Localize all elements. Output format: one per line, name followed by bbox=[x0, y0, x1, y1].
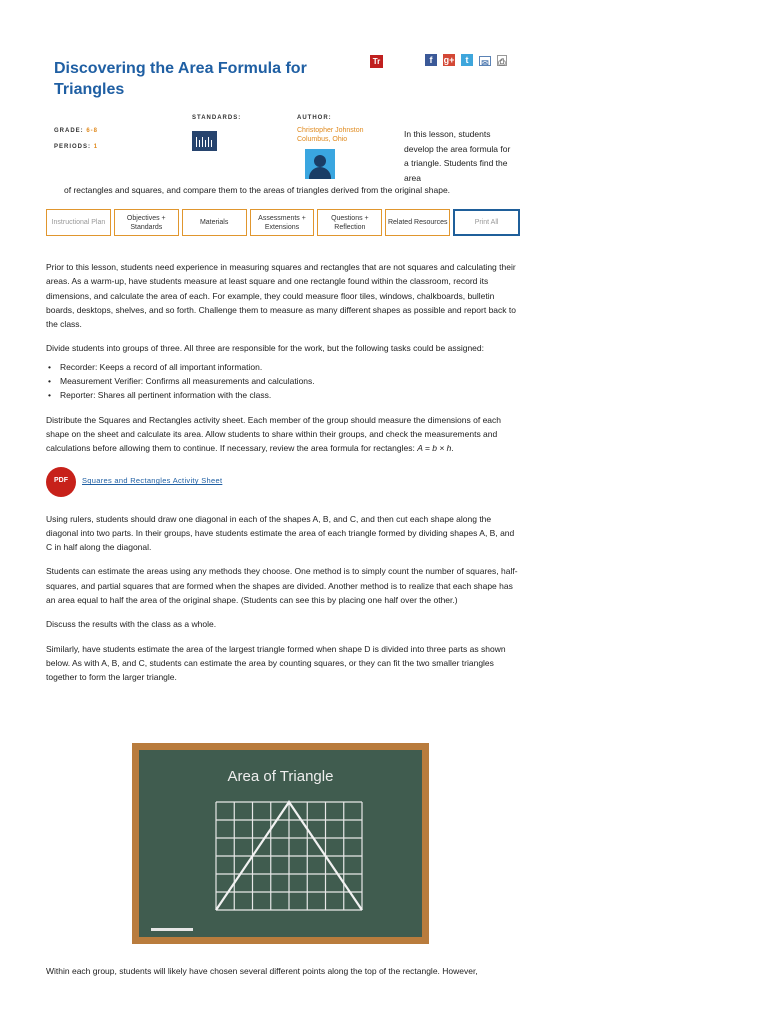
avatar bbox=[305, 149, 335, 179]
lesson-body bbox=[46, 260, 520, 695]
list-item: • Reporter: Shares all pertinent information with the class. bbox=[56, 388, 520, 402]
paragraph: Similarly, have students estimate the area of the largest triangle formed when shape D is divided into three parts as shown below. As with A, B, and C, students can estimate the area by counting squares, or they can fit the two smaller triangles together to form the larger triangle. bbox=[46, 643, 506, 683]
periods-meta bbox=[54, 144, 98, 150]
paragraph: Prior to this lesson, students need experience in measuring squares and rectangles that are not squares and calculating their areas. As a warm-up, have students measure at least square and one rectangle found within the classroom, record its dimensions, and calculate the area of each. For example, they could measure floor tiles, windows, chalkboards, bulletin boards, desktops, shelves, and so forth. Challenge them to measure as many different shapes as possible and report back to the class. bbox=[46, 262, 516, 330]
roles-list bbox=[46, 360, 520, 403]
chalkboard-surface bbox=[139, 750, 422, 937]
author-location: Columbus, Ohio bbox=[297, 136, 348, 143]
tr-icon[interactable]: Tr bbox=[370, 55, 383, 68]
chalkboard-title: Area of Triangle bbox=[227, 768, 334, 785]
paragraph: Discuss the results with the class as a whole. bbox=[46, 619, 217, 630]
activity-sheet-link[interactable]: Squares and Rectangles Activity Sheet bbox=[82, 476, 223, 486]
chalkboard-image bbox=[132, 743, 429, 944]
paragraph bbox=[46, 413, 520, 456]
list-item: • Measurement Verifier: Confirms all measurements and calculations. bbox=[56, 374, 520, 388]
tab-objectives-standards[interactable]: Objectives + Standards bbox=[114, 209, 179, 236]
share-bar bbox=[425, 54, 507, 66]
twitter-icon[interactable]: t bbox=[461, 54, 473, 66]
section-tabs bbox=[46, 209, 520, 236]
periods-value: 1 bbox=[93, 144, 99, 150]
paragraph: Using rulers, students should draw one diagonal in each of the shapes A, B, and C, and then cut each shape along the diagonal into two parts. In their groups, have students estimate the area of each triangle formed by dividing shapes A, B, and C in half along the diagonal. bbox=[46, 513, 515, 553]
tab-assessments-extensions[interactable]: Assessments + Extensions bbox=[250, 209, 315, 236]
standards-label: STANDARDS: bbox=[192, 115, 242, 121]
google-plus-icon[interactable]: g+ bbox=[443, 55, 455, 65]
author-info[interactable] bbox=[297, 126, 364, 144]
paragraph-end: . bbox=[451, 443, 454, 454]
grade-label: GRADE: bbox=[54, 128, 84, 134]
grade-meta bbox=[54, 128, 98, 134]
intro-text: In this lesson, students develop the area formula for a triangle. Students find the area bbox=[404, 129, 511, 183]
page-title: Discovering the Area Formula for Triangles bbox=[54, 60, 307, 98]
tab-print-all[interactable]: Print All bbox=[453, 209, 520, 236]
periods-label: PERIODS: bbox=[54, 144, 92, 150]
author-label: AUTHOR: bbox=[297, 115, 332, 121]
intro-text-continued: of rectangles and squares, and compare them to the areas of triangles derived from the original shape. bbox=[64, 185, 451, 195]
chalk-piece bbox=[151, 928, 193, 931]
paragraph-text: Distribute the Squares and Rectangles activity sheet. Each member of the group should measure the dimensions of each shape on the sheet and calculate its area. Allow students to share within their groups, and check the measurements and calculations before allowing them to continue. If necessary, review the area formula for rectangles: bbox=[46, 414, 502, 454]
tab-instructional-plan[interactable]: Instructional Plan bbox=[46, 209, 111, 236]
tab-questions-reflection[interactable]: Questions + Reflection bbox=[317, 209, 382, 236]
triangle-grid-drawing bbox=[139, 750, 422, 937]
list-item: • Recorder: Keeps a record of all important information. bbox=[56, 360, 520, 374]
grade-value[interactable]: 6-8 bbox=[86, 128, 99, 134]
tab-materials[interactable]: Materials bbox=[182, 209, 247, 236]
facebook-icon[interactable]: f bbox=[425, 54, 437, 66]
standards-icon[interactable] bbox=[192, 131, 217, 151]
tab-related-resources[interactable]: Related Resources bbox=[385, 209, 450, 236]
author-name[interactable]: Christopher Johnston bbox=[297, 127, 364, 134]
paragraph: Divide students into groups of three. All three are responsible for the work, but the following tasks could be assigned: bbox=[46, 343, 484, 354]
mail-icon[interactable]: ✉ bbox=[479, 56, 491, 66]
area-formula: A = b × h bbox=[417, 443, 452, 454]
paragraph: Within each group, students will likely have chosen several different points along the top of the rectangle. However, bbox=[46, 966, 478, 976]
pdf-icon[interactable]: PDF bbox=[46, 467, 76, 497]
print-icon[interactable]: ⎙ bbox=[498, 57, 506, 67]
pdf-resource bbox=[46, 466, 520, 498]
paragraph: Students can estimate the areas using any methods they choose. One method is to simply count the number of squares, half-squares, and partial squares that are formed when the shapes are divided. Another method is to realize that each shape has an area equal to half the area of the original shape. (Students can see this by placing one half over the other.) bbox=[46, 566, 518, 606]
